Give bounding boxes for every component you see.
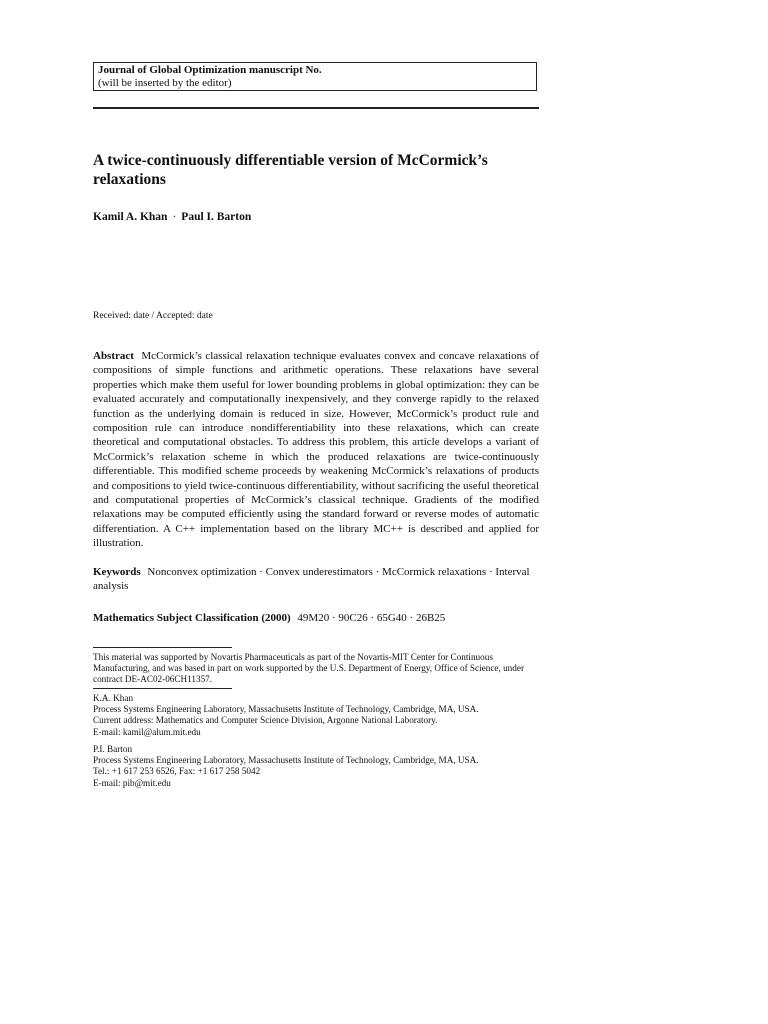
affiliation-name: P.I. Barton <box>93 744 133 754</box>
msc-label: Mathematics Subject Classification (2000) <box>93 612 291 624</box>
received-accepted-dates: Received: date / Accepted: date <box>93 311 213 321</box>
journal-editor-note: (will be inserted by the editor) <box>98 77 232 89</box>
author-list <box>93 210 251 224</box>
author-name: Paul I. Barton <box>181 211 252 223</box>
affiliation-institution: Process Systems Engineering Laboratory, Massachusetts Institute of Technology, Cambridge, MA, USA. <box>93 704 479 715</box>
abstract <box>93 349 539 551</box>
keywords-label: Keywords <box>93 566 141 578</box>
affiliation-barton <box>93 744 539 789</box>
affiliation-phone-fax: Tel.: +1 617 253 6526, Fax: +1 617 258 5042 <box>93 766 261 777</box>
funding-footnote: This material was supported by Novartis Pharmaceuticals as part of the Novartis-MIT Center for Continuous Manufacturing, and was based in part on work supported by the U.S. Department of Energy, Office of Science, under contract DE-AC02-06CH11357. <box>93 652 525 685</box>
affiliation-email: E-mail: kamil@alum.mit.edu <box>93 726 201 737</box>
affiliation-email: E-mail: pib@mit.edu <box>93 777 171 788</box>
subject-classification <box>93 611 539 625</box>
affiliation-institution: Process Systems Engineering Laboratory, Massachusetts Institute of Technology, Cambridge, MA, USA. <box>93 755 479 766</box>
keywords <box>93 565 539 593</box>
paper-title: A twice-continuously differentiable version of McCormick’s relaxations <box>93 152 488 188</box>
author-separator: · <box>172 211 177 223</box>
header-rule <box>93 107 539 109</box>
affiliation-rule <box>93 688 232 689</box>
affiliation-khan <box>93 693 539 738</box>
abstract-text: McCormick’s classical relaxation technique evaluates convex and concave relaxations of compositions of simple functions and arithmetic operations. These relaxations have several properties which make them useful for lower bounding problems in global optimization: they can be evaluated accurately and computationally inexpensively, and they converge rapidly to the relaxed function as the underlying domain is reduced in size. However, McCormick’s product rule and composition rule can introduce nondifferentiability into these relaxations, which can create theoretical and computational obstacles. To address this problem, this article develops a variant of McCormick’s relaxation scheme in which the produced relaxations are twice-continuously differentiable. This modified scheme proceeds by weakening McCormick’s relaxations of products and compositions to yield twice-continuous differentiability, without sacrificing the useful theoretical and computational properties of McCormick’s classical technique. Gradients of the modified relaxations may be computed efficiently using the standard forward or reverse modes of automatic differentiation. A C++ implementation based on the library MC++ is described and applied for illustration. <box>93 350 540 550</box>
affiliation-name: K.A. Khan <box>93 693 134 703</box>
journal-header-box <box>93 62 537 91</box>
author-name: Kamil A. Khan <box>93 211 168 223</box>
footnote-rule <box>93 647 232 648</box>
msc-codes: 49M20 · 90C26 · 65G40 · 26B25 <box>297 612 446 624</box>
abstract-label: Abstract <box>93 350 134 362</box>
affiliation-current-address: Current address: Mathematics and Computer Science Division, Argonne National Laboratory. <box>93 715 438 726</box>
keywords-text: Nonconvex optimization · Convex underestimators · McCormick relaxations · Interval analysis <box>93 566 530 592</box>
journal-title: Journal of Global Optimization manuscript No. <box>98 64 322 76</box>
